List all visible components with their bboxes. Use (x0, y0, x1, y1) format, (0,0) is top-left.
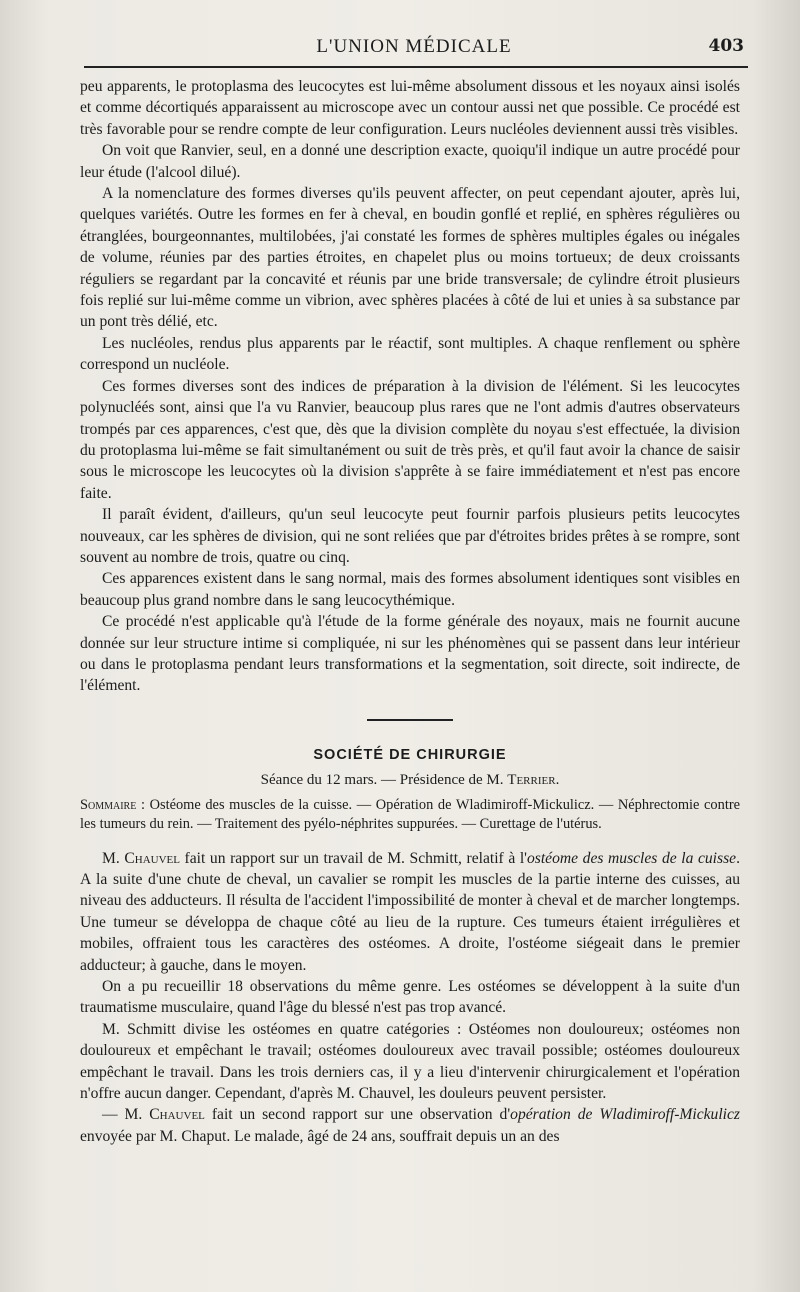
summary-text: : Ostéome des muscles de la cuisse. — Opération de Wladimiroff-Mickulicz. — Néphrectomie contre les tumeurs du rein. — Traitement des pyélo-néphrites suppurées. — Curettage de l'utérus. (80, 796, 740, 832)
text-run: fait un second rapport sur une observation d' (204, 1106, 511, 1124)
text-run: fait un rapport sur un travail de M. Schmitt, relatif à l' (179, 849, 527, 867)
paragraph (80, 848, 740, 976)
article-body (80, 76, 740, 1147)
page-number: 403 (708, 36, 744, 56)
section-separator (367, 719, 453, 721)
summary-label: Sommaire (80, 796, 137, 813)
president-name: Terrier (507, 772, 556, 789)
paragraph: M. Schmitt divise les ostéomes en quatre catégories : Ostéomes non douloureux; ostéomes non douloureux et empêchant le travail; ostéomes douloureux avec travail possible; ostéomes douloureux empêchant le travail. Dans les trois derniers cas, il y a lieu d'intervenir chirurgicalement et l'opération n'offre aucun danger. Cependant, d'après M. Chauvel, les douleurs peuvent persister. (80, 1020, 740, 1103)
summary (80, 796, 740, 834)
italic-title: ostéome des muscles de la cuisse (526, 849, 737, 867)
session-prefix: Séance du 12 mars. — Présidence de M. (260, 772, 508, 789)
paragraph: A la nomenclature des formes diverses qu'ils peuvent affecter, on peut cependant ajouter, après lui, quelques variétés. Outre les formes en fer à cheval, en boudin gonflé et replié, en sphères régulières ou étranglées, bourgeonnantes, multilobées, j'ai constaté les formes de sphères multiples égales ou inégales de volume, réunies par des parties étroites, en chapelet plus ou moins tortueux; de deux croissants réguliers se regardant par la concavité et réunis par une bride transversale; de cylindre étroit plusieurs fois replié sur lui-même comme un vibrion, avec sphères placées à côté de lui et unies à sa substance par un pont très délié, etc. (80, 185, 740, 331)
session-suffix: . (555, 772, 560, 789)
section-title: SOCIÉTÉ DE CHIRURGIE (313, 746, 507, 763)
header-rule (84, 66, 748, 68)
paragraph: Il paraît évident, d'ailleurs, qu'un seul leucocyte peut fournir parfois plusieurs petits leucocytes nouveaux, car les sphères de division, qui ne sont reliées que par d'étroites brides prêtes à se rompre, sont souvent au nombre de trois, quatre ou cinq. (80, 506, 740, 566)
paragraph: On a pu recueillir 18 observations du même genre. Les ostéomes se développent à la suite d'un traumatisme musculaire, quand l'âge du blessé n'est pas trop avancé. (80, 978, 740, 1017)
paragraph (80, 1104, 740, 1147)
paragraph: Les nucléoles, rendus plus apparents par le réactif, sont multiples. A chaque renflement ou sphère correspond un nucléole. (80, 334, 740, 374)
page-header (84, 36, 744, 62)
text-run: M. (102, 849, 125, 867)
paragraph: Ce procédé n'est applicable qu'à l'étude de la forme générale des noyaux, mais ne fournit aucune donnée sur leur structure intime si compliquée, ni sur les phénomènes qui se passent dans leur intérieur ou dans le protoplasma pendant leurs transformations et la segmentation, soit directe, soit indirecte, de l'élément. (80, 613, 740, 695)
paragraph: peu apparents, le protoplasma des leucocytes est lui-même absolument dissous et les noyaux ainsi isolés et comme décortiqués apparaissent au microscope avec un contour aussi net que possible. Ce procédé est très favorable pour se rendre compte de leur configuration. Leurs nucléoles deviennent aussi très visibles. (80, 78, 740, 138)
author-name: Chauvel (149, 1106, 205, 1124)
paragraph: On voit que Ranvier, seul, en a donné une description exacte, quoiqu'il indique un autre procédé pour leur étude (l'alcool dilué). (80, 142, 740, 181)
author-name: Chauvel (124, 849, 180, 867)
text-run: — M. (102, 1106, 150, 1124)
running-title: L'UNION MÉDICALE (316, 36, 512, 57)
text-run: envoyée par M. Chaput. Le malade, âgé de 24 ans, souffrait depuis un an des (80, 1127, 560, 1145)
italic-title: opération de Wladimiroff-Mickulicz (510, 1106, 741, 1124)
paragraph: Ces apparences existent dans le sang normal, mais des formes absolument identiques sont visibles en beaucoup plus grand nombre dans le sang leucocythémique. (80, 570, 740, 609)
paragraph: Ces formes diverses sont des indices de préparation à la division de l'élément. Si les leucocytes polynucléés sont, ainsi que l'a vu Ranvier, beaucoup plus rares que ne l'ont admis d'autres observateurs trompés par ces apparences, c'est que, dès que la division complète du noyau s'est effectuée, la division du protoplasma lui-même se fait simultanément ou suit de très près, et qu'il faut avoir la chance de saisir sous le microscope les leucocytes où la division s'apprête à se faire immédiatement et n'est pas encore faite. (80, 377, 740, 502)
text-run: . A la suite d'une chute de cheval, un cavalier se rompit les muscles de la partie interne des cuisses, au niveau des adducteurs. Il résulta de l'accident l'impossibilité de monter à cheval et de marcher longtemps. Une tumeur se développa de chaque côté au lieu de la rupture. Ces tumeurs étaient irrégulières et mobiles, offraient tous les caractères des ostéomes. A droite, l'ostéome siégeait dans le premier adducteur; à gauche, dans le moyen. (80, 849, 740, 974)
session-line (80, 770, 740, 791)
